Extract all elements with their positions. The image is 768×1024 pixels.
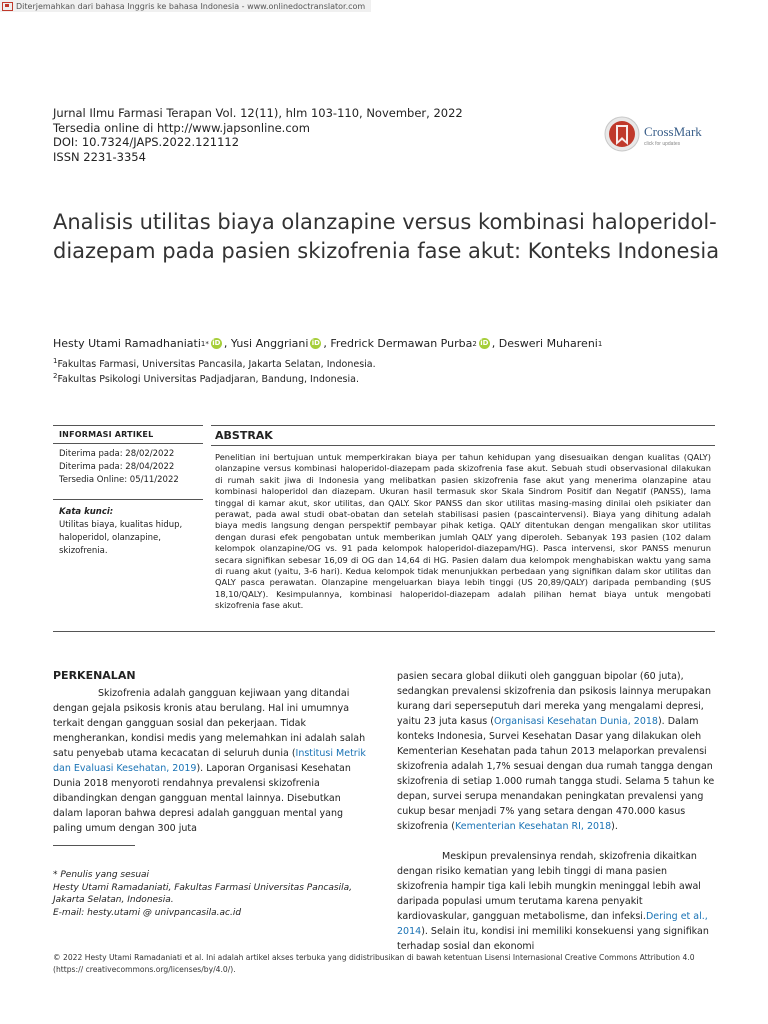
intro-heading: PERKENALAN bbox=[53, 669, 136, 682]
translator-icon bbox=[2, 2, 13, 11]
author-line bbox=[53, 337, 602, 350]
footnote-author: Hesty Utami Ramadaniati, Fakultas Farmasi Universitas Pancasila, Jakarta Selatan, Indonesia. bbox=[53, 882, 352, 905]
abstract-heading: ABSTRAK bbox=[211, 425, 715, 446]
article-info-box bbox=[53, 425, 203, 558]
date-received: Diterima pada: 28/02/2022 bbox=[59, 449, 175, 459]
citation-link[interactable]: Kementerian Kesehatan RI, 2018 bbox=[454, 821, 612, 832]
translator-banner[interactable] bbox=[0, 0, 371, 12]
affiliation-1: $^1$Fakultas Farmasi, Universitas Pancasila, Jakarta Selatan, Indonesia. bbox=[53, 357, 376, 371]
citation-link[interactable]: Organisasi Kesehatan Dunia, 2018 bbox=[494, 716, 658, 727]
crossmark-label: CrossMark bbox=[644, 124, 702, 139]
journal-issn: ISSN 2231-3354 bbox=[53, 149, 146, 164]
author-name[interactable]: , Desweri Muhareni bbox=[491, 337, 598, 350]
intro-paragraph: pasien secara global diikuti oleh gangguan bipolar (60 juta), sedangkan prevalensi skizofrenia dan psikosis lainnya merupakan kurang dari seperseputuh dari mereka yang mengalami depresi, yaitu 23 juta kasus (Organisasi Kesehatan Dunia, 2018). Dalam konteks Indonesia, Survei Kesehatan Dasar yang dilakukan oleh Kementerian Kesehatan pada tahun 2013 melaporkan prevalensi skizofrenia adalah 1,7% sesuai dengan dua rumah tangga dengan skizofrenia di setiap 1.000 rumah tangga studi. Selama 5 tahun ke depan, survei serupa menandakan peningkatan prevalensi yang cukup besar menjadi 7% yang setara dengan 470.000 kasus skizofrenia (Kementerian Kesehatan RI, 2018). bbox=[397, 671, 715, 832]
footnote-divider bbox=[53, 845, 135, 846]
author-sup: 2 bbox=[472, 339, 477, 348]
section-divider bbox=[53, 631, 715, 632]
citation-link[interactable]: Dering et al., 2014 bbox=[397, 911, 708, 937]
intro-right-column bbox=[397, 669, 717, 954]
orcid-icon[interactable]: iD bbox=[480, 339, 489, 347]
crossmark-sub: click for updates bbox=[644, 141, 681, 147]
keywords-list: Utilitas biaya, kualitas hidup, haloperidol, olanzapine, skizofrenia. bbox=[59, 520, 183, 556]
orcid-icon[interactable]: iD bbox=[212, 339, 221, 347]
keywords-title: Kata kunci: bbox=[59, 507, 114, 517]
author-name[interactable]: , Yusi Anggriani bbox=[223, 337, 309, 350]
intro-paragraph: Meskipun prevalensinya rendah, skizofrenia dikaitkan dengan risiko kematian yang lebih tinggi di mana pasien skizofrenia hampir tiga kali lebih mungkin meninggal lebih awal daripada populasi umum terutama karena penyakit kardiovaskular, gangguan metabolisme, dan infeksi.Dering et al., 2014). Selain itu, kondisi ini memiliki konsekuensi yang signifikan terhadap sosial dan ekonomi bbox=[397, 851, 709, 952]
journal-header bbox=[53, 106, 463, 164]
article-dates bbox=[53, 444, 203, 493]
journal-online[interactable]: Tersedia online di http://www.japsonline.com bbox=[53, 120, 310, 135]
date-online: Tersedia Online: 05/11/2022 bbox=[59, 475, 179, 485]
affiliation-2: $^2$Fakultas Psikologi Universitas Padjadjaran, Bandung, Indonesia. bbox=[53, 372, 359, 386]
abstract-section bbox=[211, 425, 715, 612]
corresponding-author-footnote bbox=[53, 869, 373, 919]
author-name[interactable]: Hesty Utami Ramadhaniati bbox=[53, 337, 201, 350]
keywords-box bbox=[53, 499, 203, 558]
intro-left-column bbox=[53, 686, 373, 836]
translator-banner-text: Diterjemahkan dari bahasa Inggris ke bahasa Indonesia - www.onlinedoctranslator.com bbox=[16, 1, 366, 11]
date-accepted: Diterima pada: 28/04/2022 bbox=[59, 462, 175, 472]
author-sup: 1 bbox=[597, 339, 603, 348]
crossmark-badge[interactable] bbox=[604, 115, 714, 153]
citation-link[interactable]: Institusi Metrik dan Evaluasi Kesehatan, 2019 bbox=[53, 748, 366, 774]
article-title: Analisis utilitas biaya olanzapine versus kombinasi haloperidol-diazepam pada pasien skizofrenia fase akut: Konteks Indonesia bbox=[53, 210, 720, 263]
footnote-email[interactable]: E-mail: hesty.utami @ univpancasila.ac.id bbox=[53, 907, 242, 918]
abstract-body: Penelitian ini bertujuan untuk memperkirakan biaya per tahun kehidupan yang disesuaikan dengan kualitas (QALY) olanzapine versus kombinasi haloperidol-diazepam pada skizofrenia fase akut. Sebuah studi observasional dilakukan di rumah sakit jiwa di Indonesia yang melibatkan pasien skizofrenia fase akut yang menerima olanzapine atau kombinasi haloperidol dan diazepam. Ukuran hasil termasuk skor Skala Sindrom Positif dan Negatif (PANSS), lama tinggal di kamar akut, skor utilitas, dan QALY. Skor PANSS dan skor utilitas masing-masing dinilai oleh psikiater dan perawat, pada awal studi obat-obatan dan setelah stabilisasi pasien (pascaintervensi). Biaya yang dihitung adalah biaya medis langsung dengan perspektif pembayar pihak ketiga. QALY ditentukan dengan mengalikan skor utilitas dengan durasi efek pengobatan untuk memberikan jumlah QALY yang diperoleh. Sebanyak 193 pasien (102 dalam kelompok olanzapine/OG vs. 91 pada kelompok haloperidol-diazepam/HG). Pasca intervensi, skor PANSS menurun secara signifikan sebesar 16,09 di OG dan 14,64 di HG. Pasien dalam dua kelompok menghabiskan waktu yang sama di ruang akut (yaitu, 3-6 hari). Kedua kelompok tidak menunjukkan perbedaan yang signifikan dalam skor utilitas dan QALY pasca perawatan. Olanzapine mengeluarkan biaya lebih tinggi (US 20,89/QALY) daripada pembanding ($US 18,10/QALY). Kesimpulannya, kombinasi haloperidol-diazepam adalah pilihan hemat biaya untuk mengobati skizofrenia fase akut. bbox=[215, 452, 711, 611]
article-info-heading: INFORMASI ARTIKEL bbox=[53, 425, 203, 444]
author-name[interactable]: , Fredrick Dermawan Purba bbox=[323, 337, 473, 350]
journal-doi[interactable]: DOI: 10.7324/JAPS.2022.121112 bbox=[53, 135, 240, 149]
footnote-label: * Penulis yang sesuai bbox=[53, 870, 150, 880]
orcid-icon[interactable]: iD bbox=[311, 339, 320, 347]
intro-paragraph: Skizofrenia adalah gangguan kejiwaan yang ditandai dengan gejala psikosis kronis atau berulang. Hal ini umumnya terkait dengan gangguan sosial dan pekerjaan. Tidak mengherankan, kondisi medis yang melemahkan ini adalah salah satu penyebab utama kecacatan di seluruh dunia (Institusi Metrik dan Evaluasi Kesehatan, 2019). Laporan Organisasi Kesehatan Dunia 2018 menyoroti rendahnya prevalensi skizofrenia dibandingkan dengan gangguan mental lainnya. Disebutkan dalam laporan bahwa depresi adalah gangguan mental yang paling umum dengan 300 juta bbox=[53, 688, 366, 834]
author-sup: 1* bbox=[200, 339, 209, 348]
copyright-notice: © 2022 Hesty Utami Ramadaniati et al. Ini adalah artikel akses terbuka yang didistribusikan di bawah ketentuan Lisensi Internasional Creative Commons Attribution 4.0 (https:// creativecommons.org/licenses/by/4.0/). bbox=[53, 953, 695, 974]
crossmark-icon bbox=[604, 115, 714, 153]
journal-citation: Jurnal Ilmu Farmasi Terapan Vol. 12(11), hlm 103-110, November, 2022 bbox=[53, 106, 463, 120]
